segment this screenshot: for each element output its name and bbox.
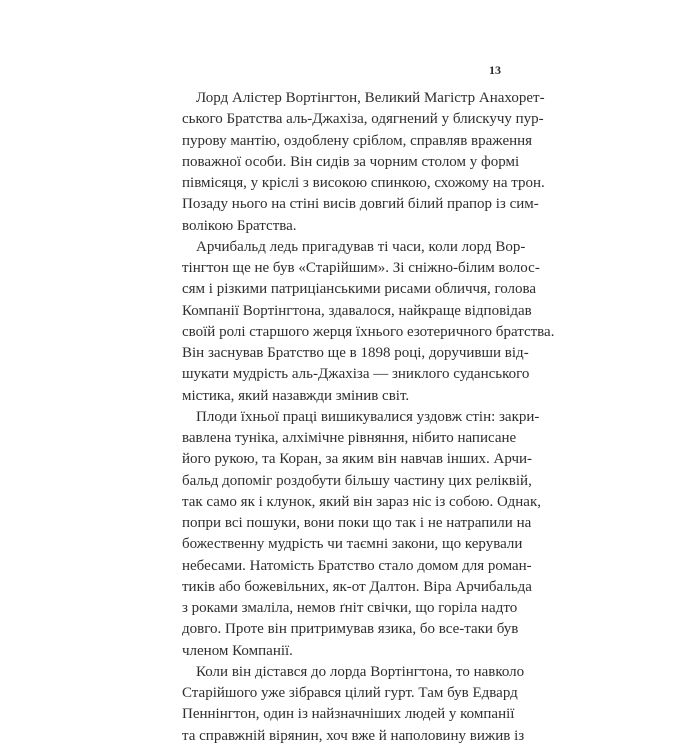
- text-line: містика, який назавжди змінив світ.: [182, 387, 410, 404]
- body-text: [182, 88, 555, 747]
- text-line: півмісяця, у кріслі з високою спинкою, схожому на трон.: [182, 175, 545, 191]
- text-line: Він заснував Братство ще в 1898 році, доручивши від-: [182, 345, 529, 361]
- text-line: сям і різкими патриціанськими рисами обличчя, голова: [182, 281, 537, 298]
- page-number: 13: [489, 63, 501, 77]
- text-line: бальд допоміг роздобути більшу частину цих реліквій,: [182, 472, 532, 489]
- text-line: та справжній вірянин, хоч вже й наполовину вижив із: [182, 727, 525, 744]
- text-line: з роками змаліла, немов ґніт свічки, що горіла надто: [182, 600, 518, 616]
- text-line: попри всі пошуки, вони поки що так і не натрапили на: [182, 515, 532, 531]
- text-line: його рукою, та Коран, за яким він навчав інших. Арчи-: [182, 451, 533, 468]
- paragraph-4: [182, 662, 525, 747]
- text-line: Лорд Алістер Вортінгтон, Великий Магістр Анахорет-: [196, 90, 545, 106]
- text-line: пурову мантію, оздоблену сріблом, справляв враження: [182, 132, 533, 149]
- text-line: ського Братства аль-Джахіза, одягнений у блискучу пур-: [182, 111, 544, 128]
- text-line: шукати мудрість аль-Джахіза — зниклого суданського: [182, 366, 530, 383]
- text-line: поважної особи. Він сидів за чорним столом у формі: [182, 153, 520, 170]
- text-line: Плоди їхньої праці вишикувалися уздовж стін: закри-: [196, 408, 540, 425]
- text-line: так само як і клунок, який він зараз ніс із собою. Однак,: [182, 493, 541, 510]
- text-line: Старійшого уже зібрався цілий гурт. Там був Едвард: [182, 685, 518, 701]
- text-line: волікою Братства.: [182, 217, 297, 234]
- paragraph-1: [182, 88, 545, 237]
- text-line: тінгтон ще не був «Старійшим». Зі сніжно-білим волос-: [182, 260, 540, 276]
- paragraph-2: [182, 237, 555, 407]
- text-line: Пеннінгтон, один із найзначніших людей у компанії: [182, 706, 515, 723]
- text-line: Арчибальд ледь пригадував ті часи, коли лорд Вор-: [196, 238, 526, 255]
- paragraph-3: [182, 407, 541, 662]
- text-line: вавлена туніка, алхімічне рівняння, нібито написане: [182, 430, 517, 446]
- text-line: божественну мудрість чи таємні закони, що керували: [182, 536, 523, 553]
- text-line: Компанії Вортінгтона, здавалося, найкраще відповідав: [182, 302, 532, 319]
- text-line: довго. Проте він притримував язика, бо все-таки був: [182, 621, 519, 638]
- text-line: небесами. Натомість Братство стало домом для роман-: [182, 557, 532, 574]
- text-line: Коли він дістався до лорда Вортінгтона, то навколо: [196, 663, 525, 680]
- text-line: членом Компанії.: [182, 642, 293, 659]
- text-line: тиків або божевільних, як-от Далтон. Віра Арчибальда: [182, 578, 532, 595]
- text-line: Позаду нього на стіні висів довгий білий прапор із сим-: [182, 196, 539, 213]
- text-line: своїй ролі старшого жерця їхнього езотеричного братства.: [182, 323, 555, 340]
